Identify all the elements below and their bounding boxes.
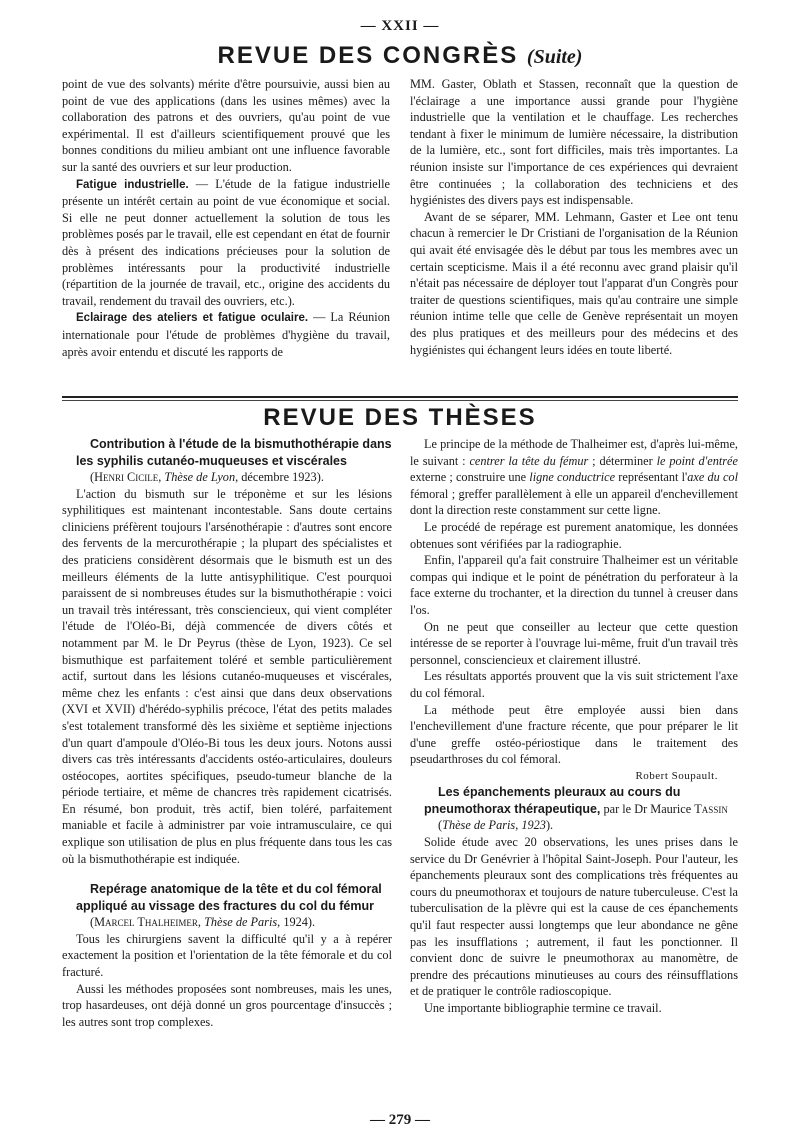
article-paragraph: Les résultats apportés prouvent que la vis suit strictement l'axe du col fémoral. (410, 669, 738, 700)
article-paragraph: Une importante bibliographie termine ce travail. (424, 1001, 662, 1015)
congres-right-paragraph: MM. Gaster, Oblath et Stassen, reconnaît que la question de l'éclairage a une importance aussi grande pour l'hygiène industrielle que la ventilation et le chauffage. Les recherches tendant à fixer le minimum de lumière nécessaire, la distribution de la lumière, etc., sont fort difficiles, mais très importantes. La réunion insiste sur l'importance de ces expériences qui devraient être continuées ; la collaboration des techniciens et des hygiénistes des divers pays est indispensable. (410, 77, 738, 208)
italic-run: ligne conductrice (529, 470, 616, 485)
text-run: représentant l' (615, 470, 688, 485)
article-date: 1924 (283, 915, 308, 930)
article-reference: (Thèse de Paris, 1923). (438, 818, 554, 833)
fatigue-heading: Fatigue industrielle. (76, 178, 189, 191)
section-divider-thin (62, 400, 738, 401)
congres-right-column (410, 76, 738, 388)
congres-right-paragraph: Avant de se séparer, MM. Lehmann, Gaster et Lee ont tenu chacun à remercier le Dr Cristiani de l'organisation de la Réunion qui avait été envisagée dès le début par tous les membres avec un certain scepticisme. Mais il a été reconnu avec grand plaisir qu'il n'était pas nécessaire de déployer tout l'apparat d'un Congrès pour traiter de questions scientifiques, mais qu'au contraire une simple réunion intime telle que celle de Genève représentait un moyen des plus pratiques et des meilleurs pour des médecins et des hygiénistes qui échangent leurs idées en toute liberté. (410, 209, 738, 357)
congres-title-text: REVUE DES CONGRÈS (217, 42, 519, 69)
article-by: par le Dr Maurice (600, 801, 695, 816)
eclairage-heading: Eclairage des ateliers et fatigue oculaire. (76, 312, 309, 325)
article-reference: (Marcel Thalheimer, Thèse de Paris, 1924). (90, 915, 316, 930)
theses-right-column (410, 436, 738, 1096)
article-paragraph: L'action du bismuth sur le tréponème et sur les lésions syphilitiques est maintenant incontestable. Sans doute certains cliniciens préfèrent toujours l'arsénothérapie : d'autres sont encore des fervents de la mercurothérapie ; la plupart des spécialistes et des praticiens considèrent désormais que le bismuth est un des meilleurs éléments de la lutte antisyphilitique. C'est pourquoi paraissent de si nombreuses études sur la bismuthothérapie : voici un travail très intéressant, très consciencieux, qui vient compléter l'étude de l'Oléo-Bi, déjà commencée de divers côtés et notamment par M. le Dr Peyrus (thèse de Lyon, 1923). Ce sel bismuthique est parfaitement toléré et semble particulièrement actif, surtout dans les lésions cutanéo-muqueuses et viscérales, même chez les enfants : c'est ainsi que dans deux observations (XVI et XVII) d'hérédo-syphilis précoce, l'état des petits malades s'est totalement transformé dès les sixième et septième injections d'un quart d'ampoule d'Oléo-Bi tous les deux jours. Notons aussi divers cas très intéressants d'accidents ostéo-articulaires, douleurs ostéocopes, aortites spécifiques, pseudo-tumeur blanche de la période tertiaire, et même de chancres très rapidement cicatrisés. En résumé, bon produit, très actif, bien toléré, parfaitement maniable et facile à administrer par voie intramusculaire, ce qui explique son utilisation de plus en plus fréquente dans tous les cas où la bismuthothérapie est indiquée. (62, 486, 392, 866)
spacer (62, 867, 392, 881)
theses-left-column (62, 436, 392, 1096)
eclairage-text: — La Réunion internationale pour l'étude de problèmes d'hygiène du travail, après avoir entendu et discuté les rapports de (62, 310, 390, 359)
text-run: Le principe de la méthode de Thalheimer est, d'après lui-même, le suivant : (410, 437, 738, 468)
article-signature: Robert Soupault. (635, 769, 718, 782)
article-paragraph: Enfin, l'appareil qu'a fait construire Thalheimer est un véritable compas qui indique et le point de pénétration du perforateur à la face externe du trochanter, et la direction du tunnel à creuser dans l'os. (410, 553, 738, 617)
section-divider (62, 396, 738, 398)
article-paragraph: Solide étude avec 20 observations, les unes prises dans le service du Dr Genévrier à l'hôpital Saint-Joseph. Pour l'auteur, les épanchements pleuraux sont des complications très fréquentes au cours du pneumothorax et toujours de nature tuberculeuse. C'est la tuberculisation de la plèvre qui est la cause de ces épanchements qu'il faut respecter aussi longtemps que leur abondance ne gêne pas les insufflations ; autrement, il faut les ponctionner. Il convient donc de suivre le pneumothorax au manomètre, de prendre des précautions minutieuses au cours des réinsufflations et de pratiquer le contrôle radioscopique. (410, 835, 738, 999)
article-title: Contribution à l'étude de la bismuthothérapie dans les syphilis cutanéo-muqueuses et viscérales (76, 437, 392, 468)
article-reference: (Henri Cicile, Thèse de Lyon, décembre 1923). (90, 470, 324, 484)
article-source: Thèse de Lyon (164, 470, 236, 484)
italic-run: axe du col (687, 470, 738, 485)
article-title: Repérage anatomique de la tête et du col fémoral appliqué au vissage des fractures du col du fémur (76, 882, 382, 913)
fatigue-text: — L'étude de la fatigue industrielle présente un intérêt certain au point de vue économique et social. Si elle ne peut donner actuellement la solution de tous les problèmes posés par le travail, elle est cependant en état de fournir dès à présent des indications précieuses pour la solution de problèmes intéressants pour la productivité industrielle (répartition de la journée de travail, etc., origine des accidents du travail, rendement du travail des ouvriers, etc.). (62, 176, 390, 308)
article-paragraph: Aussi les méthodes proposées sont nombreuses, mais les unes, trop hasardeuses, ont déjà donné un gros pourcentage d'insuccès ; les autres sont trop complexes. (62, 981, 392, 1029)
congres-section-title (0, 42, 800, 70)
article-paragraph: Tous les chirurgiens savent la difficulté qu'il y a à repérer exactement la position et l'orientation de la tête fémorale et du col fracturé. (62, 931, 392, 980)
article-paragraph: Le procédé de repérage est purement anatomique, les données obtenues sont vérifiées par la radiographie. (410, 519, 738, 551)
article-author: Tassin (694, 801, 728, 816)
article-author: Marcel Thalheimer (94, 915, 198, 930)
text-run: fémoral ; greffer parallèlement à elle un appareil d'enchevillement dont la direction reste constamment sur cette ligne. (410, 486, 738, 518)
article-paragraph: On ne peut que conseiller au lecteur que cette question intéresse de se reporter à l'ouvrage lui-même, fruit d'un travail très personnel, consciencieux et clairement illustré. (410, 619, 738, 667)
congres-paragraph: point de vue des solvants) mérite d'être poursuivie, aussi bien au point de vue des applications (dans les usines mêmes) avec la collaboration des patrons et des ouvriers, qu'au point de vue expérimental. Il est d'ailleurs scientifiquement prouvé que les bonnes conditions du milieu ambiant ont une influence favorable sur la santé des ouvriers et sur leur production. (62, 77, 390, 174)
italic-run: centrer la tête du fémur (469, 453, 589, 468)
theses-section-title: REVUE DES THÈSES (263, 404, 537, 431)
page-header-roman: — XXII — (360, 18, 440, 34)
congres-left-column (62, 76, 390, 388)
article-source: Thèse de Paris (204, 915, 278, 930)
article-title: Les épanchements pleuraux au cours du pneumothorax thérapeutique, (424, 785, 681, 816)
text-run: externe ; construire une (410, 470, 530, 485)
italic-run: le point d'entrée (656, 453, 738, 468)
eclairage-paragraph (62, 309, 390, 360)
congres-suite: (Suite) (526, 46, 583, 68)
article-source: Thèse de Paris, 1923 (442, 818, 546, 833)
article-paragraph: La méthode peut être employée aussi bien dans l'enchevillement d'une fracture récente, que pour préparer le lit d'une greffe ostéo-périostique dans le traitement des pseudarthroses du col fémoral. (410, 702, 738, 767)
article-author: Henri Cicile (94, 470, 159, 484)
article-paragraph (410, 436, 738, 519)
fatigue-paragraph (62, 176, 390, 310)
article-title-line (410, 784, 738, 817)
page-number: — 279 — (370, 1112, 430, 1128)
text-run: ; déterminer (588, 453, 657, 468)
article-date: décembre 1923 (241, 470, 317, 484)
